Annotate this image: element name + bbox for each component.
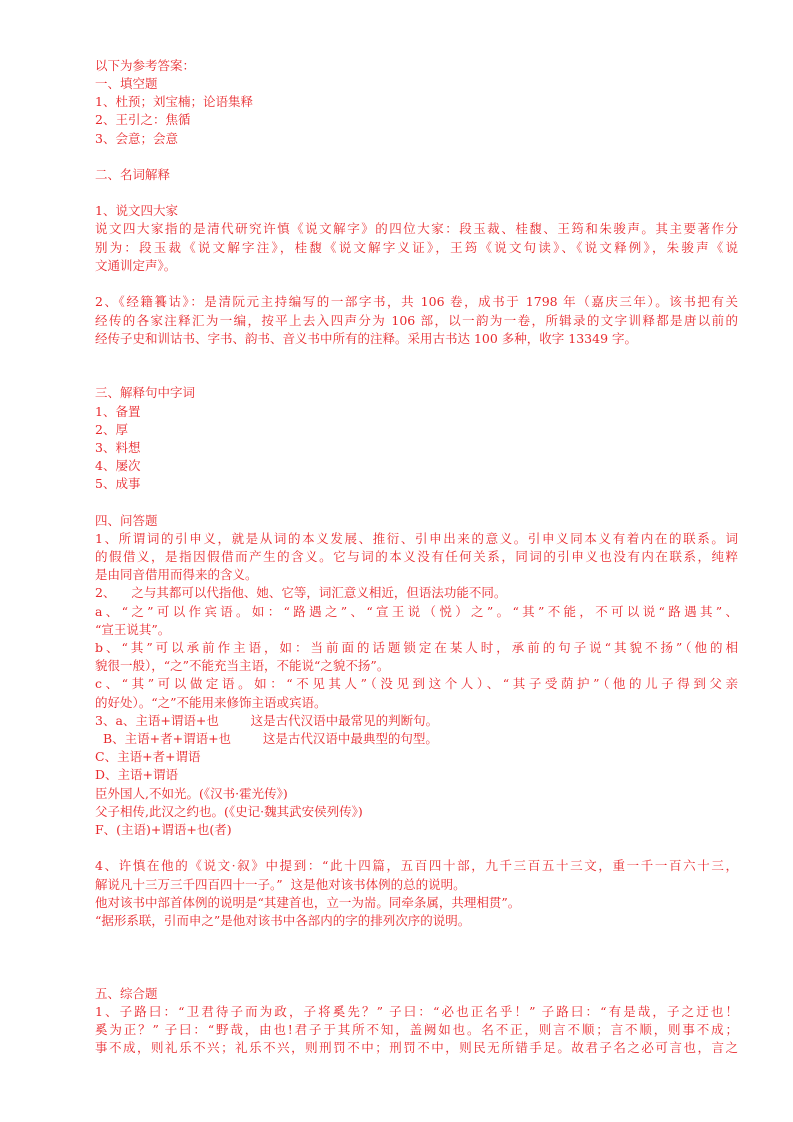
answer-line: 3、会意；会意 bbox=[95, 131, 178, 146]
paragraph-line: 奚为正？” 子曰：“野哉，由也!君子于其所不知，盖阙如也。名不正，则言不顺；言不顺，则事不成； bbox=[95, 1022, 738, 1037]
paragraph-line: 的好处）。“之”不能用来修饰主语或宾语。 bbox=[95, 695, 327, 710]
paragraph-line: 别为：段玉裁《说文解字注》，桂馥《说文解字义证》，王筠《说文句读》、《说文释例》，朱骏声《说 bbox=[95, 240, 738, 255]
paragraph-line: 他对该书中部首体例的说明是“其建首也，立一为耑。同牵条属，共理相贯”。 bbox=[95, 895, 521, 910]
answer-line: 1、备置 bbox=[95, 404, 141, 419]
paragraph-line: 经传的各家注释汇为一编，按平上去入四声分为 106 部，以一韵为一卷，所辑录的文字训释都是唐以前的 bbox=[95, 313, 738, 328]
paragraph-line: 事不成，则礼乐不兴；礼乐不兴，则刑罚不中；刑罚不中，则民无所错手足。故君子名之必可言也，言之 bbox=[95, 1040, 738, 1055]
answer-line: 5、成事 bbox=[95, 476, 141, 491]
answer-line: 1、杜预；刘宝楠；论语集释 bbox=[95, 94, 253, 109]
paragraph-line: 貌很一般），“之”不能充当主语，不能说“之貌不扬”。 bbox=[95, 658, 390, 673]
paragraph-line: D、主语+谓语 bbox=[95, 767, 178, 782]
section-title: 二、名词解释 bbox=[95, 167, 171, 182]
paragraph-line: 是由同音借用而得来的含义。 bbox=[95, 567, 258, 582]
paragraph-line: 1、子路曰：“卫君待子而为政，子将奚先？” 子曰：“必也正名乎！” 子路曰：“有是哉，子之迂也！ bbox=[95, 1004, 738, 1019]
paragraph-line: 父子相传,此汉之约也。(《史记·魏其武安侯列传》) bbox=[95, 804, 363, 819]
answer-line: 3、料想 bbox=[95, 440, 141, 455]
paragraph-line: 说文四大家指的是清代研究许慎《说文解字》的四位大家：段玉裁、桂馥、王筠和朱骏声。其主要著作分 bbox=[95, 221, 738, 236]
paragraph-line: 解说凡十三万三千四百四十一子。” 这是他对该书体例的总的说明。 bbox=[95, 877, 466, 892]
paragraph-line: c、“其”可以做定语。如：“不见其人”（没见到这个人）、“其子受荫护”（他的儿子得到父亲 bbox=[95, 676, 738, 691]
answer-line: 4、屡次 bbox=[95, 458, 141, 473]
section-title: 一、填空题 bbox=[95, 76, 158, 91]
paragraph-line: “宣王说其”。 bbox=[95, 622, 171, 637]
paragraph-line: 经传子史和训诂书、字书、韵书、音义书中所有的注释。采用古书达 100 多种，收字 13349 字。 bbox=[95, 331, 638, 346]
paragraph-line: C、主语+者+谓语 bbox=[95, 749, 201, 764]
paragraph-line: a、“之”可以作宾语。如：“路遇之”、“宣王说（悦）之”。“其”不能，不可以说“路遇其”、 bbox=[95, 604, 738, 619]
paragraph-line: “据形系联，引而申之”是他对该书中各部内的字的排列次序的说明。 bbox=[95, 913, 471, 928]
paragraph-line: B、主语+者+谓语+也 这是古代汉语中最典型的句型。 bbox=[95, 731, 438, 746]
paragraph-line: 文通训定声》。 bbox=[95, 258, 177, 273]
paragraph-line: 的假借义，是指因假借而产生的含义。它与词的本义没有任何关系，同词的引申义也没有内在联系，纯粹 bbox=[95, 549, 738, 564]
paragraph-line: 4、许慎在他的《说文·叙》中提到：“此十四篇，五百四十部，九千三百五十三文，重一千一百六十三， bbox=[95, 858, 738, 873]
paragraph-line: F、(主语)+谓语+也(者) bbox=[95, 822, 232, 837]
section-title: 五、综合题 bbox=[95, 986, 158, 1001]
paragraph-line: 2、《经籍籑诂》：是清阮元主持编写的一部字书，共 106 卷，成书于 1798 年（嘉庆三年）。该书把有关 bbox=[95, 294, 738, 309]
intro-line: 以下为参考答案： bbox=[95, 58, 196, 73]
question-title: 1、说文四大家 bbox=[95, 203, 178, 218]
answer-line: 2、王引之：焦循 bbox=[95, 112, 191, 127]
paragraph-line: 3、a、主语+谓语+也 这是古代汉语中最常见的判断句。 bbox=[95, 713, 439, 728]
paragraph-line: 2、 之与其都可以代指他、她、它等，词汇意义相近，但语法功能不同。 bbox=[95, 585, 507, 600]
paragraph-line: 1、所谓词的引申义，就是从词的本义发展、推衍、引申出来的意义。引申义同本义有着内在的联系。词 bbox=[95, 531, 738, 546]
answer-line: 2、厚 bbox=[95, 422, 128, 437]
paragraph-line: 臣外国人,不如光。(《汉书·霍光传》) bbox=[95, 786, 288, 801]
section-title: 四、问答题 bbox=[95, 513, 158, 528]
section-title: 三、解释句中字词 bbox=[95, 385, 196, 400]
paragraph-line: b、“其”可以承前作主语，如：当前面的话题锁定在某人时，承前的句子说“其貌不扬”（他的相 bbox=[95, 640, 738, 655]
